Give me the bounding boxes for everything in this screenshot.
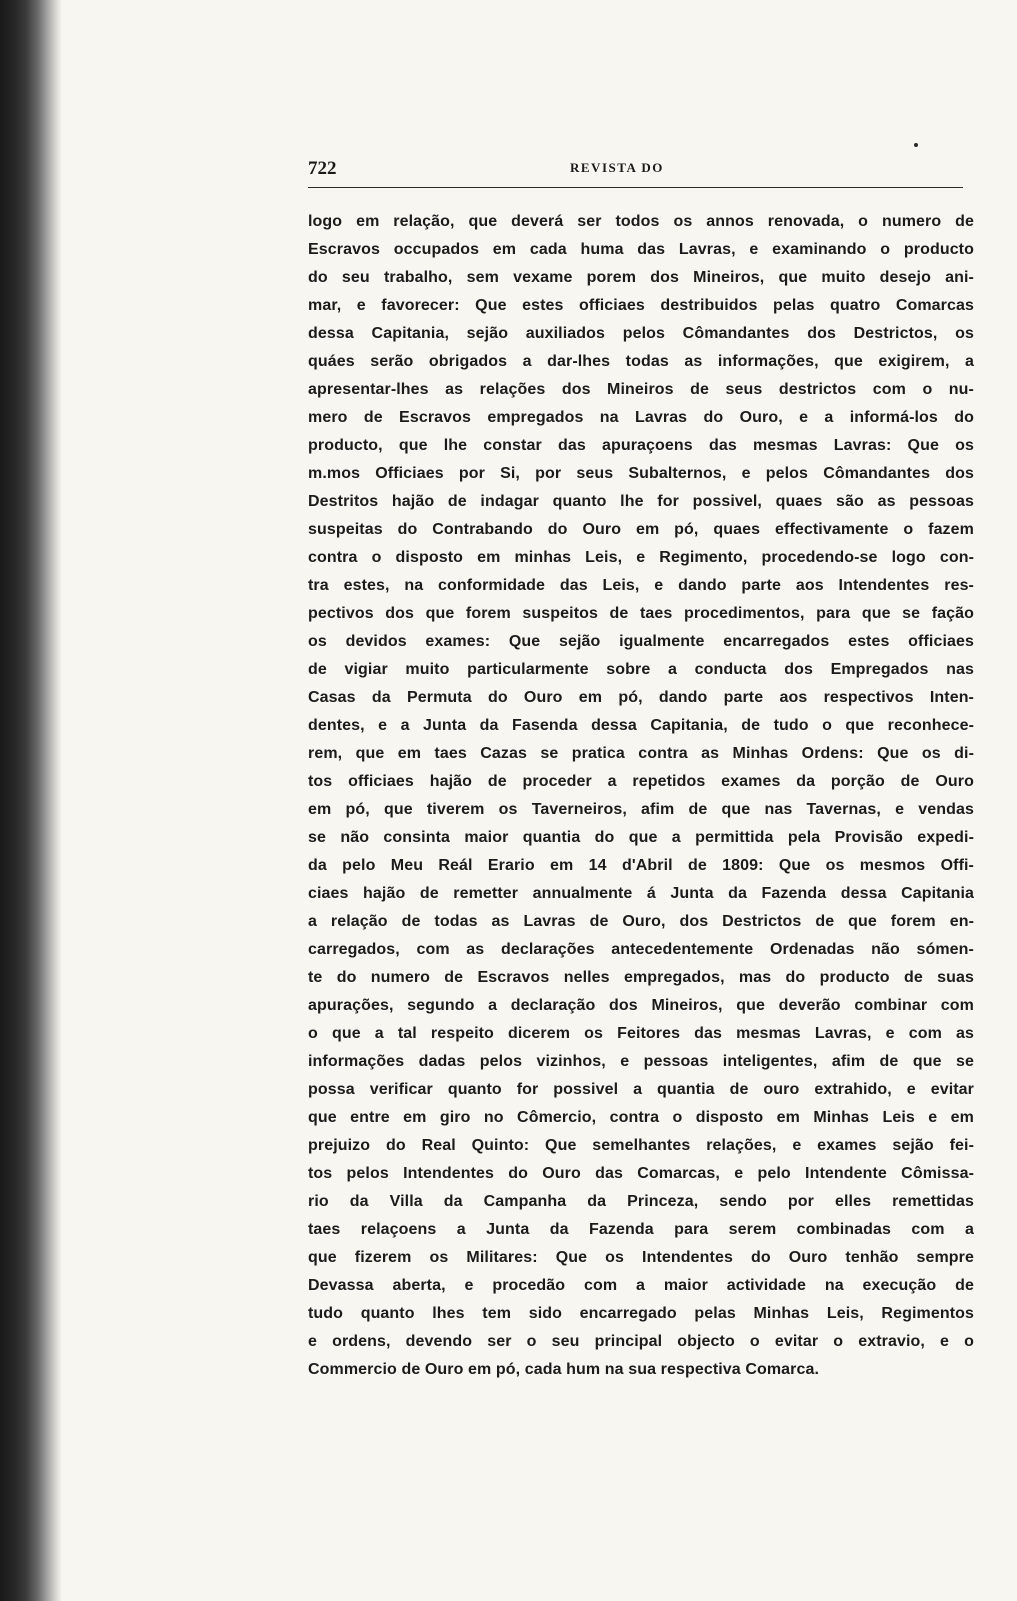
text-line: Destritos hajão de indagar quanto lhe for possivel, quaes são as pessoas (308, 493, 974, 510)
text-line: apresentar-lhes as relações dos Mineiros de seus destrictos com o nu- (308, 381, 974, 398)
text-line: taes relaçoens a Junta da Fazenda para serem combinadas com a (308, 1221, 974, 1238)
text-line: tra estes, na conformidade das Leis, e dando parte aos Intendentes res- (308, 577, 974, 594)
text-line: Commercio de Ouro em pó, cada hum na sua respectiva Comarca. (308, 1361, 820, 1378)
text-line: tos officiaes hajão de proceder a repetidos exames da porção de Ouro (308, 773, 974, 790)
text-line: dentes, e a Junta da Fasenda dessa Capitania, de tudo o que reconhece- (308, 717, 974, 734)
text-line: os devidos exames: Que sejão igualmente encarregados estes officiaes (308, 633, 974, 650)
binding-shadow (0, 0, 62, 1601)
text-line: rem, que em taes Cazas se pratica contra as Minhas Ordens: Que os di- (308, 745, 974, 762)
text-line: logo em relação, que deverá ser todos os annos renovada, o numero de (308, 213, 974, 230)
text-line: quáes serão obrigados a dar-lhes todas as informações, que exigirem, a (308, 353, 974, 370)
text-line: carregados, com as declarações antecedentemente Ordenadas não sómen- (308, 941, 974, 958)
text-line: mar, e favorecer: Que estes officiaes destribuidos pelas quatro Comarcas (308, 297, 974, 314)
text-line: Casas da Permuta do Ouro em pó, dando parte aos respectivos Inten- (308, 689, 974, 706)
text-line: m.mos Officiaes por Si, por seus Subalternos, e pelos Cômandantes dos (308, 465, 974, 482)
text-line: te do numero de Escravos nelles empregados, mas do producto de suas (308, 969, 974, 986)
text-line: pectivos dos que forem suspeitos de taes procedimentos, para que se fação (308, 605, 974, 622)
text-line: Escravos occupados em cada huma das Lavras, e examinando o producto (308, 241, 974, 258)
text-line: dessa Capitania, sejão auxiliados pelos Cômandantes dos Destrictos, os (308, 325, 974, 342)
text-line: a relação de todas as Lavras de Ouro, dos Destrictos de que forem en- (308, 913, 974, 930)
text-line: que entre em giro no Cômercio, contra o disposto em Minhas Leis e em (308, 1109, 974, 1126)
text-line: ciaes hajão de remetter annualmente á Junta da Fazenda dessa Capitania (308, 885, 974, 902)
text-line: informações dadas pelos vizinhos, e pessoas inteligentes, afim de que se (308, 1053, 974, 1070)
text-line: da pelo Meu Reál Erario em 14 d'Abril de 1809: Que os mesmos Offi- (308, 857, 974, 874)
page-number: 722 (308, 158, 337, 179)
text-line: Devassa aberta, e procedão com a maior actividade na execução de (308, 1277, 974, 1294)
text-line: tos pelos Intendentes do Ouro das Comarcas, e pelo Intendente Cômissa- (308, 1165, 974, 1182)
text-line: mero de Escravos empregados na Lavras do Ouro, e a informá-los do (308, 409, 974, 426)
text-line: rio da Villa da Campanha da Princeza, sendo por elles remettidas (308, 1193, 974, 1210)
text-line: prejuizo do Real Quinto: Que semelhantes relações, e exames sejão fei- (308, 1137, 974, 1154)
text-line: apurações, segundo a declaração dos Mineiros, que deverão combinar com (308, 997, 974, 1014)
text-line: de vigiar muito particularmente sobre a conducta dos Empregados nas (308, 661, 974, 678)
running-head: REVISTA DO (570, 160, 664, 175)
text-line: contra o disposto em minhas Leis, e Regimento, procedendo-se logo con- (308, 549, 974, 566)
text-line: e ordens, devendo ser o seu principal objecto o evitar o extravio, e o (308, 1333, 974, 1350)
text-line: do seu trabalho, sem vexame porem dos Mineiros, que muito desejo ani- (308, 269, 974, 286)
text-line: se não consinta maior quantia do que a permittida pela Provisão expedi- (308, 829, 974, 846)
text-line: em pó, que tiverem os Taverneiros, afim de que nas Tavernas, e vendas (308, 801, 974, 818)
scan-speck (914, 143, 918, 147)
text-line: producto, que lhe constar das apuraçoens das mesmas Lavras: Que os (308, 437, 974, 454)
page-header (308, 158, 968, 188)
text-line: que fizerem os Militares: Que os Intendentes do Ouro tenhão sempre (308, 1249, 974, 1266)
text-line: o que a tal respeito dicerem os Feitores das mesmas Lavras, e com as (308, 1025, 974, 1042)
text-line: suspeitas do Contrabando do Ouro em pó, quaes effectivamente o fazem (308, 521, 974, 538)
text-line: possa verificar quanto for possivel a quantia de ouro extrahido, e evitar (308, 1081, 974, 1098)
body-text (308, 208, 974, 1384)
text-line: tudo quanto lhes tem sido encarregado pelas Minhas Leis, Regimentos (308, 1305, 974, 1322)
header-rule (308, 187, 963, 188)
